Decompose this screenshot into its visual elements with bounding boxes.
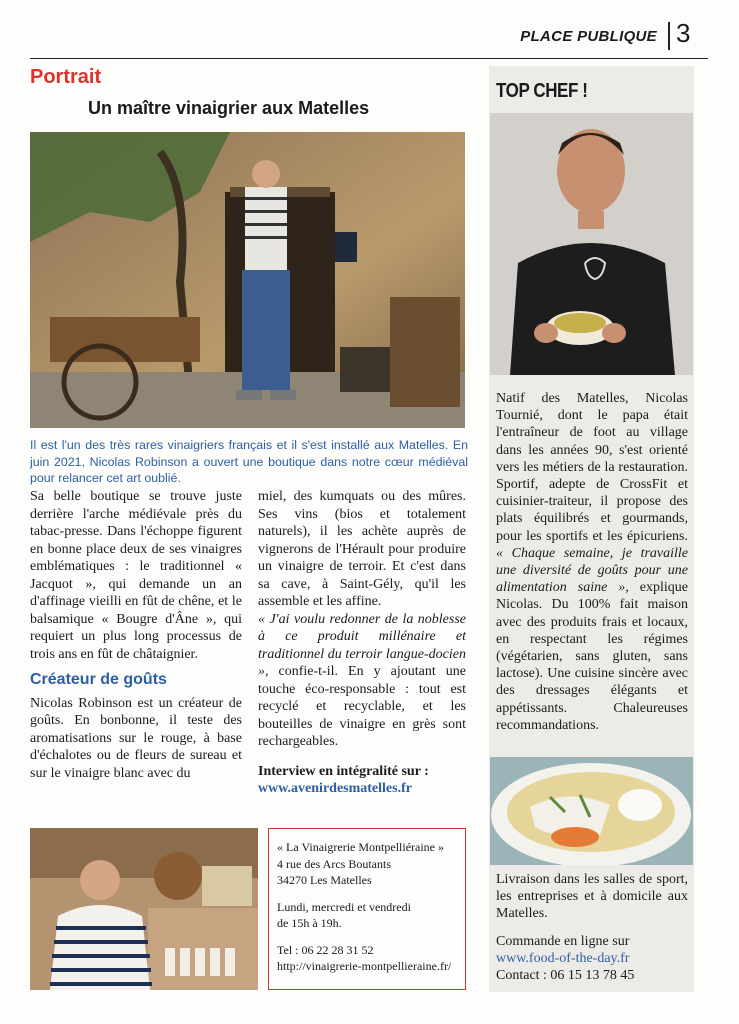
sidebar-title: TOP CHEF ! (496, 80, 588, 102)
shop-phone: Tel : 06 22 28 31 52 (277, 942, 374, 957)
quote-continuation: , confie-t-il. En y ajoutant une touche éco-responsable : tout est recyclé et recyclable, et les bouteilles de vinaigre en grès sont rechargeables. (258, 664, 466, 749)
article-column-1 (30, 488, 242, 782)
shop-website[interactable]: http://vinaigrerie-montpellieraine.fr/ (277, 959, 452, 973)
photo-caption: Il est l'un des très rares vinaigriers français et il s'est installé aux Matelles. En juin 2021, Nicolas Robinson a ouvert une boutique dans notre cœur médiéval pour relancer cet art oublié. (30, 438, 468, 485)
page-number: 3 (676, 18, 691, 48)
order-text: Commande en ligne sur (496, 933, 630, 949)
article-kicker: Portrait (30, 66, 102, 88)
article-paragraph: Nicolas Robinson est un créateur de goûts. En bonbonne, il teste des aromatisations sur le rouge, à base d'échalotes ou de fleurs de sureau et sur le vinaigre blanc avec du (30, 695, 242, 781)
shop-street: 4 rue des Arcs Boutants (277, 856, 391, 871)
vinegar-shop-photo (30, 132, 465, 428)
shop-city: 34270 Les Matelles (277, 873, 372, 887)
article-headline: Un maître vinaigrier aux Matelles (88, 98, 370, 118)
article-subheading: Créateur de goûts (30, 671, 167, 688)
interview-link[interactable]: www.avenirdesmatelles.fr (258, 781, 412, 796)
article-paragraph: miel, des kumquats ou des mûres. Ses vins (bios et totalement naturels), il les achète auprès de vignerons de l'Hérault pour produire un vinaigre de terroir. Et c'est dans sa cave, à Saint-Gély, qu'il les assemble et les affine. (258, 489, 466, 609)
shop-name: « La Vinaigrerie Montpelliéraine » (277, 840, 444, 854)
delivery-text: Livraison dans les salles de sport, les entreprises et à domicile aux Matelles. (496, 872, 688, 922)
sidebar-chef-text (496, 390, 688, 734)
opening-hours: de 15h à 19h. (277, 916, 342, 930)
article-paragraph (258, 611, 466, 751)
vinaigrier-portrait-photo (30, 828, 258, 990)
header-rule (30, 58, 708, 59)
article-column-2 (258, 488, 466, 798)
header-separator (668, 22, 670, 50)
chef-bio: Natif des Matelles, Nicolas Tournié, dont le papa était l'entraîneur de foot au village dans les années 90, s'est orienté vers les métiers de la restauration. Sportif, adepte de CrossFit et cuisinier-traiteur, il propose des plats équilibrés et gourmands, pour les sportifs et les épicuriens. (496, 391, 688, 544)
sidebar-delivery (496, 871, 688, 984)
chef-portrait-photo (490, 113, 693, 375)
opening-days: Lundi, mercredi et vendredi (277, 899, 411, 914)
interview-label: Interview en intégralité sur : (258, 763, 429, 779)
chef-quote: « Chaque semaine, je travaille une diversité de goûts pour une alimentation saine » (496, 545, 688, 596)
contact-phone: Contact : 06 15 13 78 45 (496, 968, 635, 984)
shop-info-box (268, 828, 466, 990)
article-paragraph: Sa belle boutique se trouve juste derrière l'arche médiévale près du tabac-presse. Dans l'échoppe figurent en bonne place deux de ses vinaigres emblématiques : le traditionnel « Jacquot », qui demande un an d'affinage vieilli en fût de chêne, et le balsamique « Bougre d'Âne », qui requiert un plus long processus de trois ans en fût de châtaignier. (30, 489, 242, 662)
section-title: PLACE PUBLIQUE (520, 28, 657, 45)
dish-photo (490, 757, 693, 865)
vinegar-quote: « J'ai voulu redonner de la noblesse à ce produit millénaire et traditionnel du terroir langue-docien » (258, 611, 466, 679)
chef-bio-end: , explique Nicolas. Du 100% fait maison avec des produits frais et locaux, en respectant les régimes (végétarien, sans gluten, sans lactose). Une cuisine sincère avec des dressages élégants et appétissants. Chaleureuses recommandations. (496, 580, 688, 733)
order-link[interactable]: www.food-of-the-day.fr (496, 950, 630, 966)
